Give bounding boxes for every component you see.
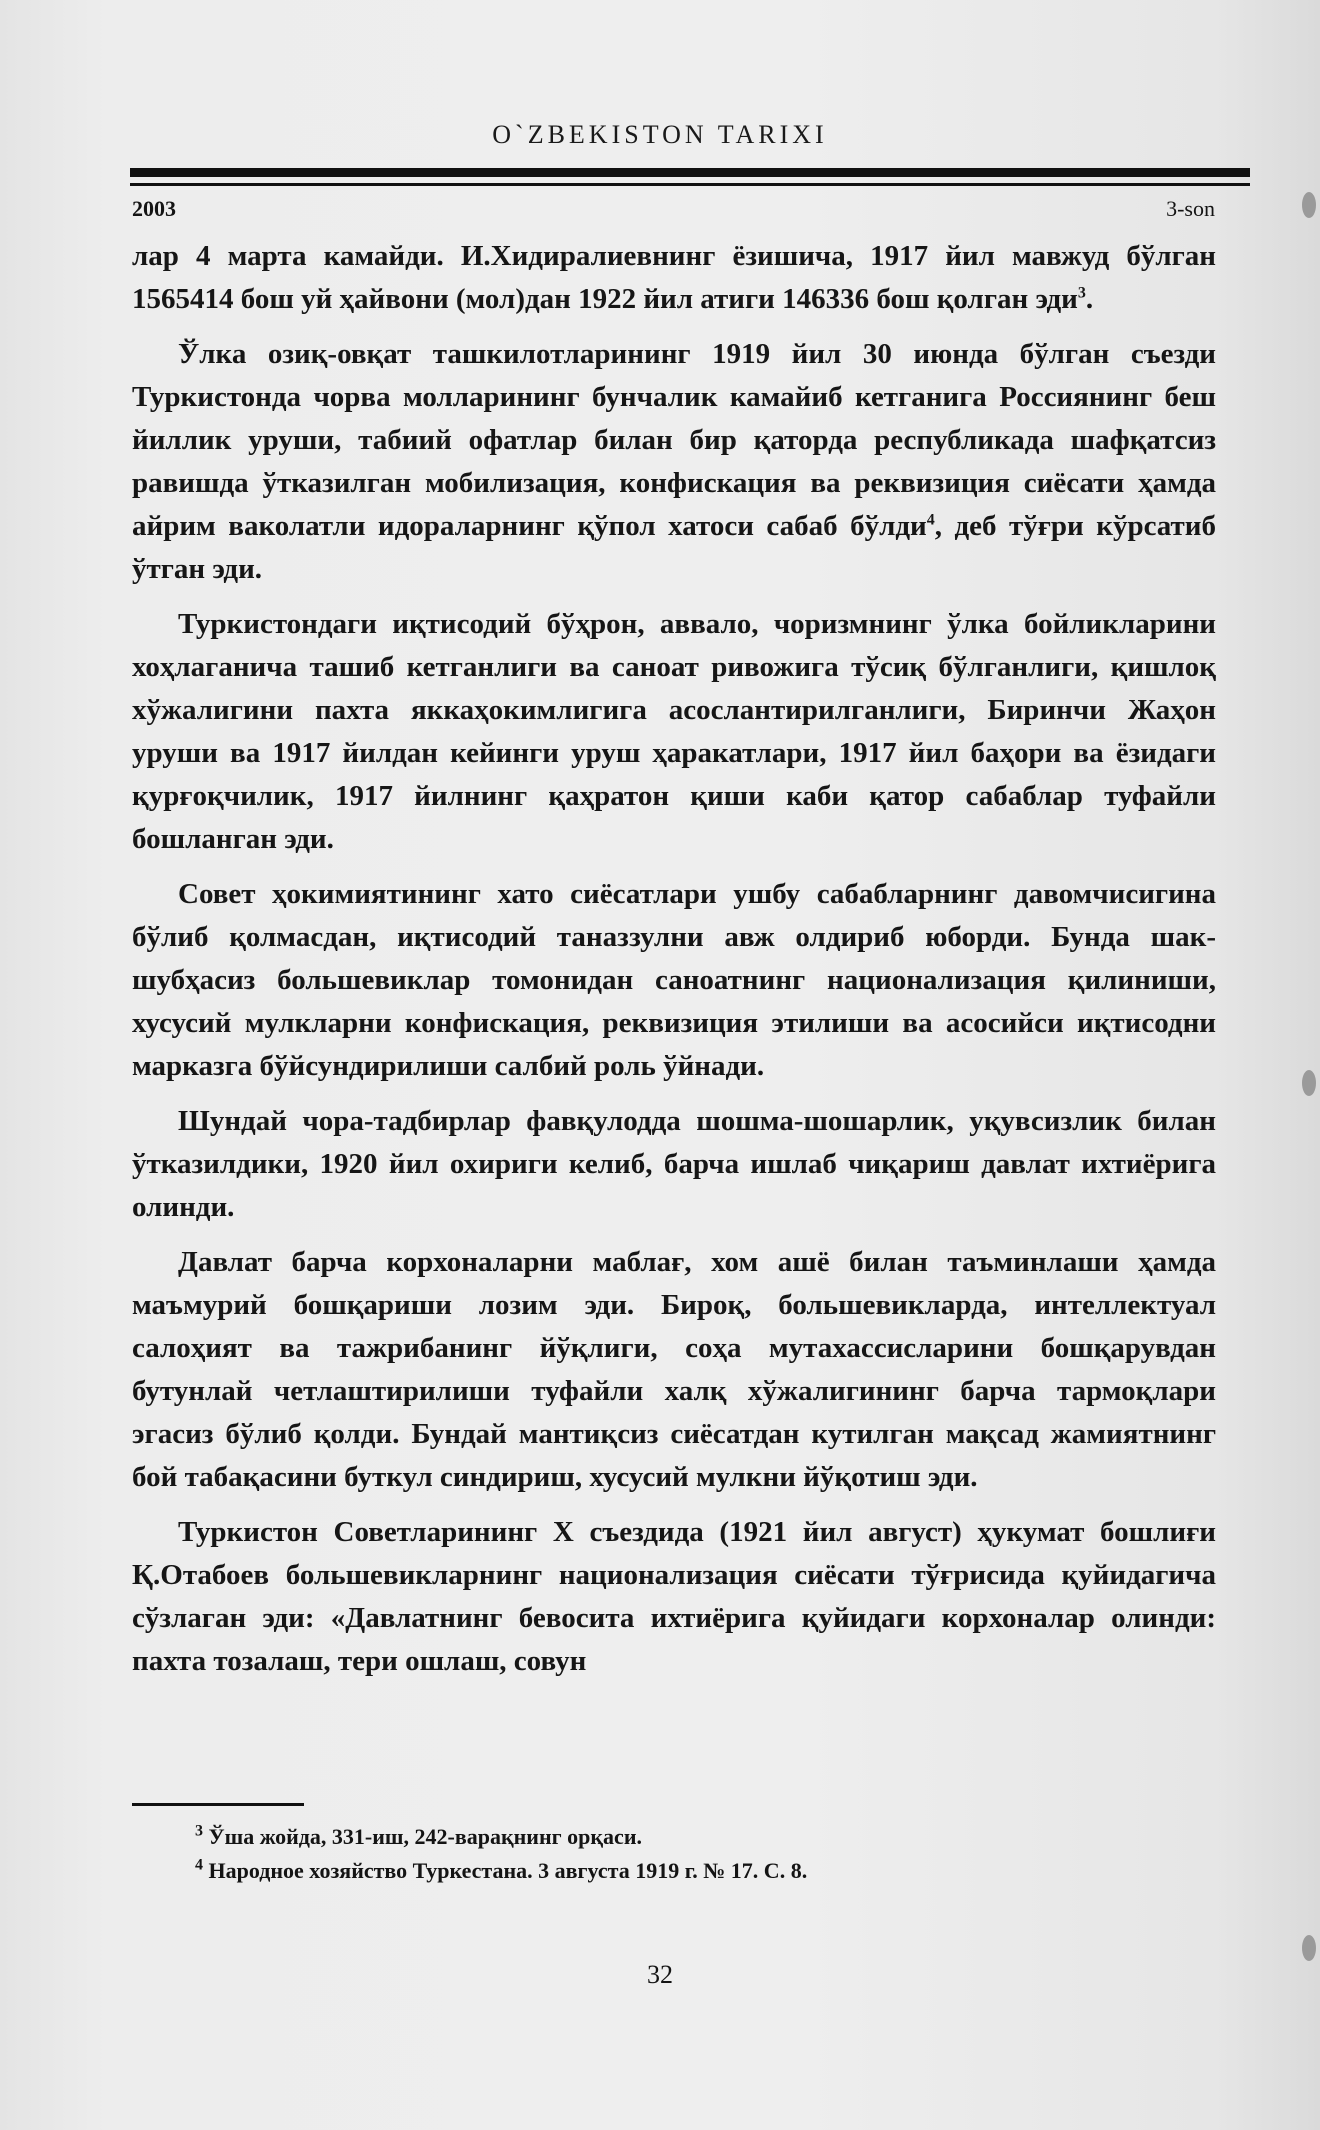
footnote-text: Народное хозяйство Туркестана. 3 августа 1919 г. № 17. С. 8. — [208, 1858, 808, 1883]
footnote-number: 4 — [195, 1856, 203, 1874]
footnote-reference: 3 — [1077, 284, 1086, 302]
footnote-number: 3 — [195, 1822, 203, 1840]
scan-edge-mark — [1302, 1935, 1316, 1961]
paragraph — [132, 1511, 1216, 1683]
paragraph-text: Давлат барча корхоналарни маблағ, хом ашё билан таъминлаши ҳамда маъмурий бошқариши лозим эди. Бироқ, большевикларда, интеллектуал салоҳият ва тажрибанинг йўқлиги, соҳа мутахассисларини бошқарувдан бутунлай четлаштирилиши туфайли халқ хўжалигининг барча тармоқлари эгасиз бўлиб қолди. Бундай мантиқсиз сиёсатдан кутилган мақсад жамиятнинг бой табақасини буткул синдириш, хусусий мулкни йўқотиш эди. — [132, 1246, 1216, 1493]
paragraph-text: Туркистондаги иқтисодий бўҳрон, аввало, чоризмнинг ўлка бойликларини хоҳлаганича ташиб кетганлиги ва саноат ривожига тўсиқ бўлганлиги, қишлоқ хўжалигини пахта яккаҳокимлигига асослантирилганлиги, Биринчи Жаҳон уруши ва 1917 йилдан кейинги уруш ҳаракатлари, 1917 йил баҳори ва ёзидаги қурғоқчилик, 1917 йилнинг қаҳратон қиши каби қатор сабаблар туфайли бошланган эди. — [132, 608, 1216, 855]
scan-edge-mark — [1302, 1070, 1316, 1096]
paragraph — [132, 333, 1216, 591]
page-number: 32 — [647, 1960, 673, 1989]
footnote-reference: 4 — [926, 511, 935, 529]
paragraph — [132, 1241, 1216, 1499]
footnote — [195, 1854, 1195, 1888]
issue-number: 3-son — [1166, 196, 1215, 221]
footnote-text: Ўша жойда, 331-иш, 242-варақнинг орқаси. — [208, 1824, 642, 1849]
paragraph-text: Ўлка озиқ-овқат ташкилотларининг 1919 йил 30 июнда бўлган съезди Туркистонда чорва молларининг бунчалик камайиб кетганига Россиянинг беш йиллик уруши, табиий офатлар билан бир қаторда республикада шафқатсиз равишда ўтказилган мобилизация, конфискация ва реквизиция сиёсати ҳамда айрим ваколатли идораларнинг қўпол хатоси сабаб бўлди — [132, 338, 1216, 542]
paragraph-text: Шундай чора-тадбирлар фавқулодда шошма-шошарлик, уқувсизлик билан ўтказилдики, 1920 йил охириги келиб, барча ишлаб чиқариш давлат ихтиёрига олинди. — [132, 1105, 1216, 1223]
paragraph — [132, 235, 1216, 321]
header-rule-thick — [130, 168, 1250, 177]
footnote-separator — [132, 1803, 304, 1806]
paragraph-text: Туркистон Советларининг X съездида (1921 йил август) ҳукумат бошлиғи Қ.Отабоев большевикларнинг национализация сиёсати тўғрисида қуйидагича сўзлаган эди: «Давлатнинг бевосита ихтиёрига қуйидаги корхоналар олинди: пахта тозалаш, тери ошлаш, совун — [132, 1516, 1216, 1677]
footnotes — [195, 1820, 1195, 1888]
header-rule-thin — [130, 183, 1250, 186]
publication-year: 2003 — [132, 196, 176, 221]
paragraph — [132, 1100, 1216, 1229]
article-body — [132, 235, 1216, 1695]
journal-title: O`ZBEKISTON TARIXI — [492, 120, 828, 149]
paragraph-text: лар 4 марта камайди. И.Хидиралиевнинг ёзишича, 1917 йил мавжуд бўлган 1565414 бош уй ҳайвони (мол)дан 1922 йил атиги 146336 бош қолган эди — [132, 240, 1216, 315]
paragraph-text: , деб тўғри кўрсатиб ўтган эди. — [132, 510, 1216, 585]
paragraph-text: . — [1085, 283, 1094, 315]
paragraph — [132, 603, 1216, 861]
paragraph — [132, 873, 1216, 1088]
footnote — [195, 1820, 1195, 1854]
scan-edge-mark — [1302, 192, 1316, 218]
paragraph-text: Совет ҳокимиятининг хато сиёсатлари ушбу сабабларнинг давомчисигина бўлиб қолмасдан, иқтисодий таназзулни авж олдириб юборди. Бунда шак-шубҳасиз большевиклар томонидан саноатнинг национализация қилиниши, хусусий мулкларни конфискация, реквизиция этилиши ва асосийси иқтисодни марказга бўйсундирилиши салбий роль ўйнади. — [132, 878, 1216, 1082]
